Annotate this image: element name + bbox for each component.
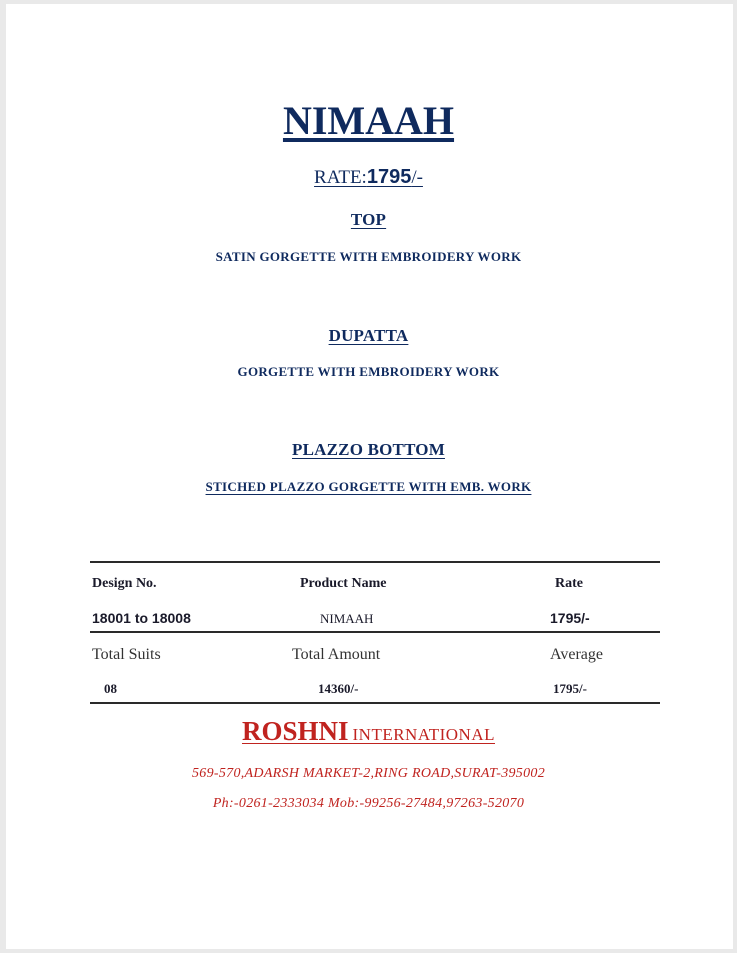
header-product-name: Product Name <box>300 576 387 591</box>
cell-design-no: 18001 to 18008 <box>92 610 191 626</box>
top-heading: TOP <box>350 210 387 229</box>
summary-average-label: Average <box>550 646 603 663</box>
summary-total-suits-value: 08 <box>104 681 117 696</box>
rate-value: 1795 <box>366 166 412 188</box>
summary-total-amount-label: Total Amount <box>292 646 381 663</box>
company-name <box>0 716 737 747</box>
company-phone: Ph:-0261-2333034 Mob:-99256-27484,97263-52070 <box>212 796 525 811</box>
dupatta-heading: DUPATTA <box>328 326 409 345</box>
company-name-suffix: INTERNATIONAL <box>352 725 495 744</box>
summary-average-value: 1795/- <box>553 681 587 696</box>
company-address: 569-570,ADARSH MARKET-2,RING ROAD,SURAT-395002 <box>192 766 545 781</box>
rate-suffix: /- <box>411 167 423 188</box>
table-bottom-rule <box>90 702 660 704</box>
rate-line <box>0 166 737 189</box>
cell-rate: 1795/- <box>550 610 590 626</box>
company-name-main: ROSHNI <box>241 716 349 746</box>
table-top-rule <box>90 561 660 563</box>
summary-total-amount-value: 14360/- <box>318 681 359 696</box>
table-middle-rule <box>90 631 660 633</box>
cell-product-name: NIMAAH <box>320 611 374 626</box>
bottom-description: STICHED PLAZZO GORGETTE WITH EMB. WORK <box>205 479 532 494</box>
bottom-heading: PLAZZO BOTTOM <box>292 440 445 459</box>
summary-total-suits-label: Total Suits <box>92 646 161 663</box>
header-design-no: Design No. <box>92 576 157 591</box>
rate-label: RATE: <box>314 167 367 188</box>
header-rate: Rate <box>555 576 583 591</box>
dupatta-description: GORGETTE WITH EMBROIDERY WORK <box>237 364 500 379</box>
top-description: SATIN GORGETTE WITH EMBROIDERY WORK <box>215 249 522 264</box>
catalog-title: NIMAAH <box>282 98 455 143</box>
